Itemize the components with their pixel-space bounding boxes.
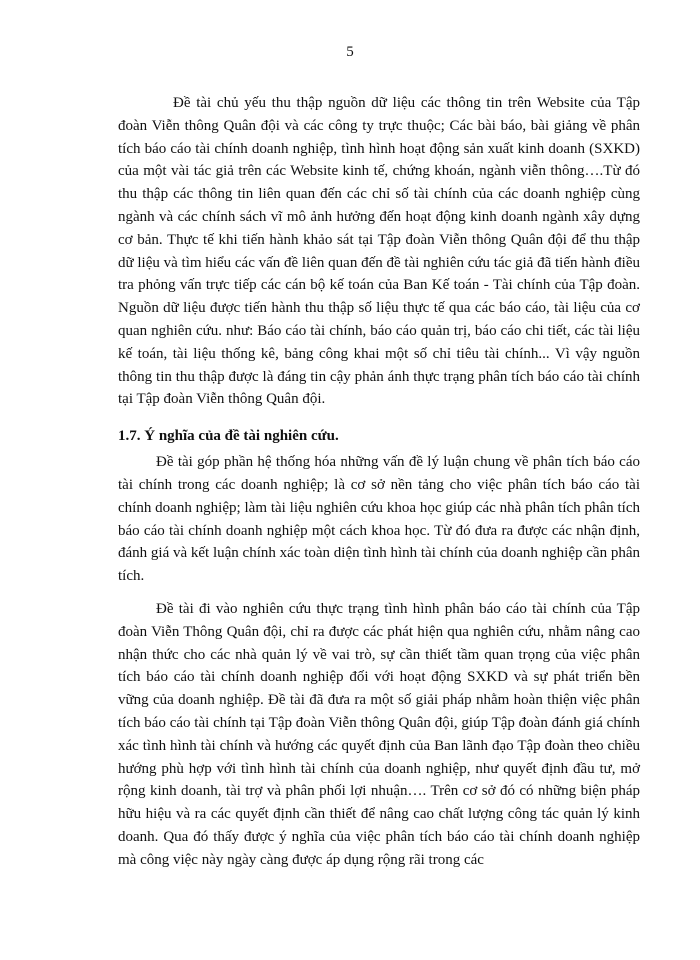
- section-heading-1-7: 1.7. Ý nghĩa của đề tài nghiên cứu.: [118, 428, 339, 445]
- document-body: [118, 92, 640, 872]
- paragraph-significance-practice: Đề tài đi vào nghiên cứu thực trạng tình hình phân báo cáo tài chính của Tập đoàn Viễn Thông Quân đội, chỉ ra được các phát hiện qua nghiên cứu, nhằm nâng cao nhận thức cho các nhà quản lý về vai trò, sự cần thiết tầm quan trọng của việc phân tích báo cáo tài chính doanh nghiệp đối với hoạt động SXKD và sự phát triển bền vững của doanh nghiệp. Đề tài đã đưa ra một số giải pháp nhằm hoàn thiện việc phân tích báo cáo tài chính tại Tập đoàn Viễn thông Quân đội, giúp Tập đoàn đánh giá chính xác tình hình tài chính và hướng các quyết định của Ban lãnh đạo Tập đoàn theo chiều hướng phù hợp với tình hình tài chính của doanh nghiệp, như quyết định đầu tư, mở rộng kinh doanh, tài trợ và phân phối lợi nhuận…. Trên cơ sở đó có những biện pháp hữu hiệu và ra các quyết định cần thiết để nâng cao chất lượng công tác quản lý kinh doanh. Qua đó thấy được ý nghĩa của việc phân tích báo cáo tài chính doanh nghiệp mà công việc này ngày càng được áp dụng rộng rãi trong các: [118, 600, 640, 868]
- paragraph-gap: [118, 588, 640, 598]
- paragraph-significance-theory: Đề tài góp phần hệ thống hóa những vấn đề lý luận chung về phân tích báo cáo tài chính trong các doanh nghiệp; là cơ sở nền tảng cho việc phân tích báo cáo tài chính doanh nghiệp; làm tài liệu nghiên cứu khoa học giúp các nhà phân tích phân tích báo cáo tài chính doanh nghiệp một cách khoa học. Từ đó đưa ra được các nhận định, đánh giá và kết luận chính xác toàn diện tình hình tài chính của doanh nghiệp cần phân tích.: [118, 454, 640, 585]
- page-number: 5: [346, 44, 354, 60]
- paragraph-data-sources: Đề tài chủ yếu thu thập nguồn dữ liệu các thông tin trên Website của Tập đoàn Viễn thông Quân đội và các công ty trực thuộc; Các bài báo, bài giảng về phân tích báo cáo tài chính doanh nghiệp, tình hình hoạt động sản xuất kinh doanh (SXKD) của một vài tác giả trên các Website kinh tế, chứng khoán, ngành viễn thông….Từ đó thu thập các thông tin liên quan đến các chỉ số tài chính của các doanh nghiệp cùng ngành và các chính sách vĩ mô ảnh hưởng đến hoạt động kinh doanh ngành xây dựng cơ bản. Thực tế khi tiến hành khảo sát tại Tập đoàn Viễn thông Quân đội để thu thập dữ liệu và tìm hiểu các vấn đề liên quan đến đề tài nghiên cứu tác giả đã tiến hành điều tra phỏng vấn trực tiếp các cán bộ kế toán của Ban Kế toán - Tài chính của Tập đoàn. Nguồn dữ liệu được tiến hành thu thập số liệu thực tế qua các báo cáo, tài liệu của cơ quan nghiên cứu. như: Báo cáo tài chính, báo cáo quản trị, báo cáo chi tiết, các tài liệu kế toán, tài liệu thống kê, bảng công khai một số chỉ tiêu tài chính... Vì vậy nguồn thông tin thu thập được là đáng tin cậy phản ánh thực trạng phân tích báo cáo tài chính tại Tập đoàn Viễn thông Quân đội.: [118, 95, 640, 408]
